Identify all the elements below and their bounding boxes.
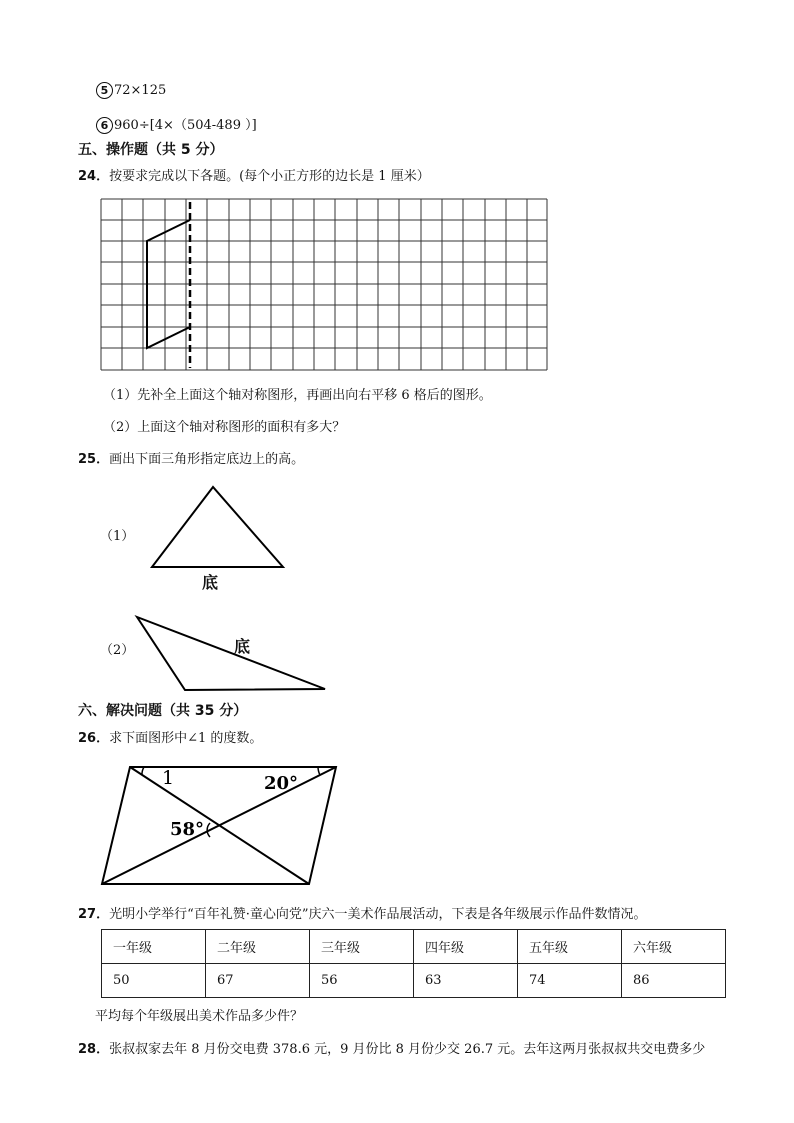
table-cell: 56 <box>310 964 414 998</box>
table-header: 六年级 <box>622 930 726 964</box>
grade-table <box>101 929 726 998</box>
triangle-1 <box>148 484 288 574</box>
calc-item-5 <box>96 82 166 99</box>
circled-number-5: 5 <box>96 82 113 99</box>
table-header: 五年级 <box>518 930 622 964</box>
base-label-2: 底 <box>234 637 251 656</box>
base-label-1: 底 <box>202 573 219 592</box>
angle-1-arc <box>142 767 144 775</box>
question-27 <box>78 903 647 922</box>
question-text: 按要求完成以下各题。(每个小正方形的边长是 1 厘米） <box>109 169 430 184</box>
table-row <box>102 964 726 998</box>
triangle-2 <box>130 612 330 694</box>
grid-figure <box>100 198 550 374</box>
question-text: 光明小学举行“百年礼赞·童心向党”庆六一美术作品展活动，下表是各年级展示作品件数情况。 <box>109 907 647 922</box>
grid-lines <box>101 199 547 370</box>
calc-item-6 <box>96 114 257 134</box>
question-text: 画出下面三角形指定底边上的高。 <box>109 452 305 467</box>
circled-number-6: 6 <box>96 117 113 134</box>
calc-expression-5: 72×125 <box>114 83 167 98</box>
table-cell: 67 <box>206 964 310 998</box>
question-number: 25． <box>78 452 110 467</box>
table-cell: 86 <box>622 964 726 998</box>
question-number: 28． <box>78 1042 110 1057</box>
triangle-label-2: （2） <box>100 643 135 658</box>
angle-58-label: 58° <box>170 819 205 840</box>
question-24 <box>78 165 430 184</box>
calc-expression-6: 960÷[4×（504-489 ）] <box>114 118 257 133</box>
question-number: 26． <box>78 731 110 746</box>
table-header: 三年级 <box>310 930 414 964</box>
triangle-label-1: （1） <box>100 529 135 544</box>
question-number: 27． <box>78 907 110 922</box>
question-26 <box>78 727 262 746</box>
table-cell: 74 <box>518 964 622 998</box>
question-text: 张叔叔家去年 8 月份交电费 378.6 元，9 月份比 8 月份少交 26.7 元。去年这两月张叔叔共交电费多少 <box>109 1042 706 1057</box>
parallelogram-figure <box>98 762 343 890</box>
question-text: 求下面图形中∠1 的度数。 <box>109 731 263 746</box>
table-header-row <box>102 930 726 964</box>
table-cell: 50 <box>102 964 206 998</box>
table-header: 二年级 <box>206 930 310 964</box>
question-27-ask: 平均每个年级展出美术作品多少件？ <box>95 1009 304 1024</box>
table-header: 一年级 <box>102 930 206 964</box>
question-24-sub2: （2）上面这个轴对称图形的面积有多大？ <box>103 420 346 435</box>
question-24-sub1: （1）先补全上面这个轴对称图形，再画出向右平移 6 格后的图形。 <box>103 388 492 403</box>
table-cell: 63 <box>414 964 518 998</box>
table-header: 四年级 <box>414 930 518 964</box>
question-number: 24． <box>78 169 110 184</box>
angle-1-label: 1 <box>162 767 175 789</box>
section-heading-operation: 五、操作题（共 5 分） <box>78 142 224 158</box>
angle-20-arc <box>318 767 320 775</box>
angle-20-label: 20° <box>264 773 299 794</box>
section-heading-problems: 六、解决问题（共 35 分） <box>78 703 248 719</box>
question-28 <box>78 1038 705 1057</box>
question-25 <box>78 448 304 467</box>
diagonal-2 <box>102 767 336 884</box>
